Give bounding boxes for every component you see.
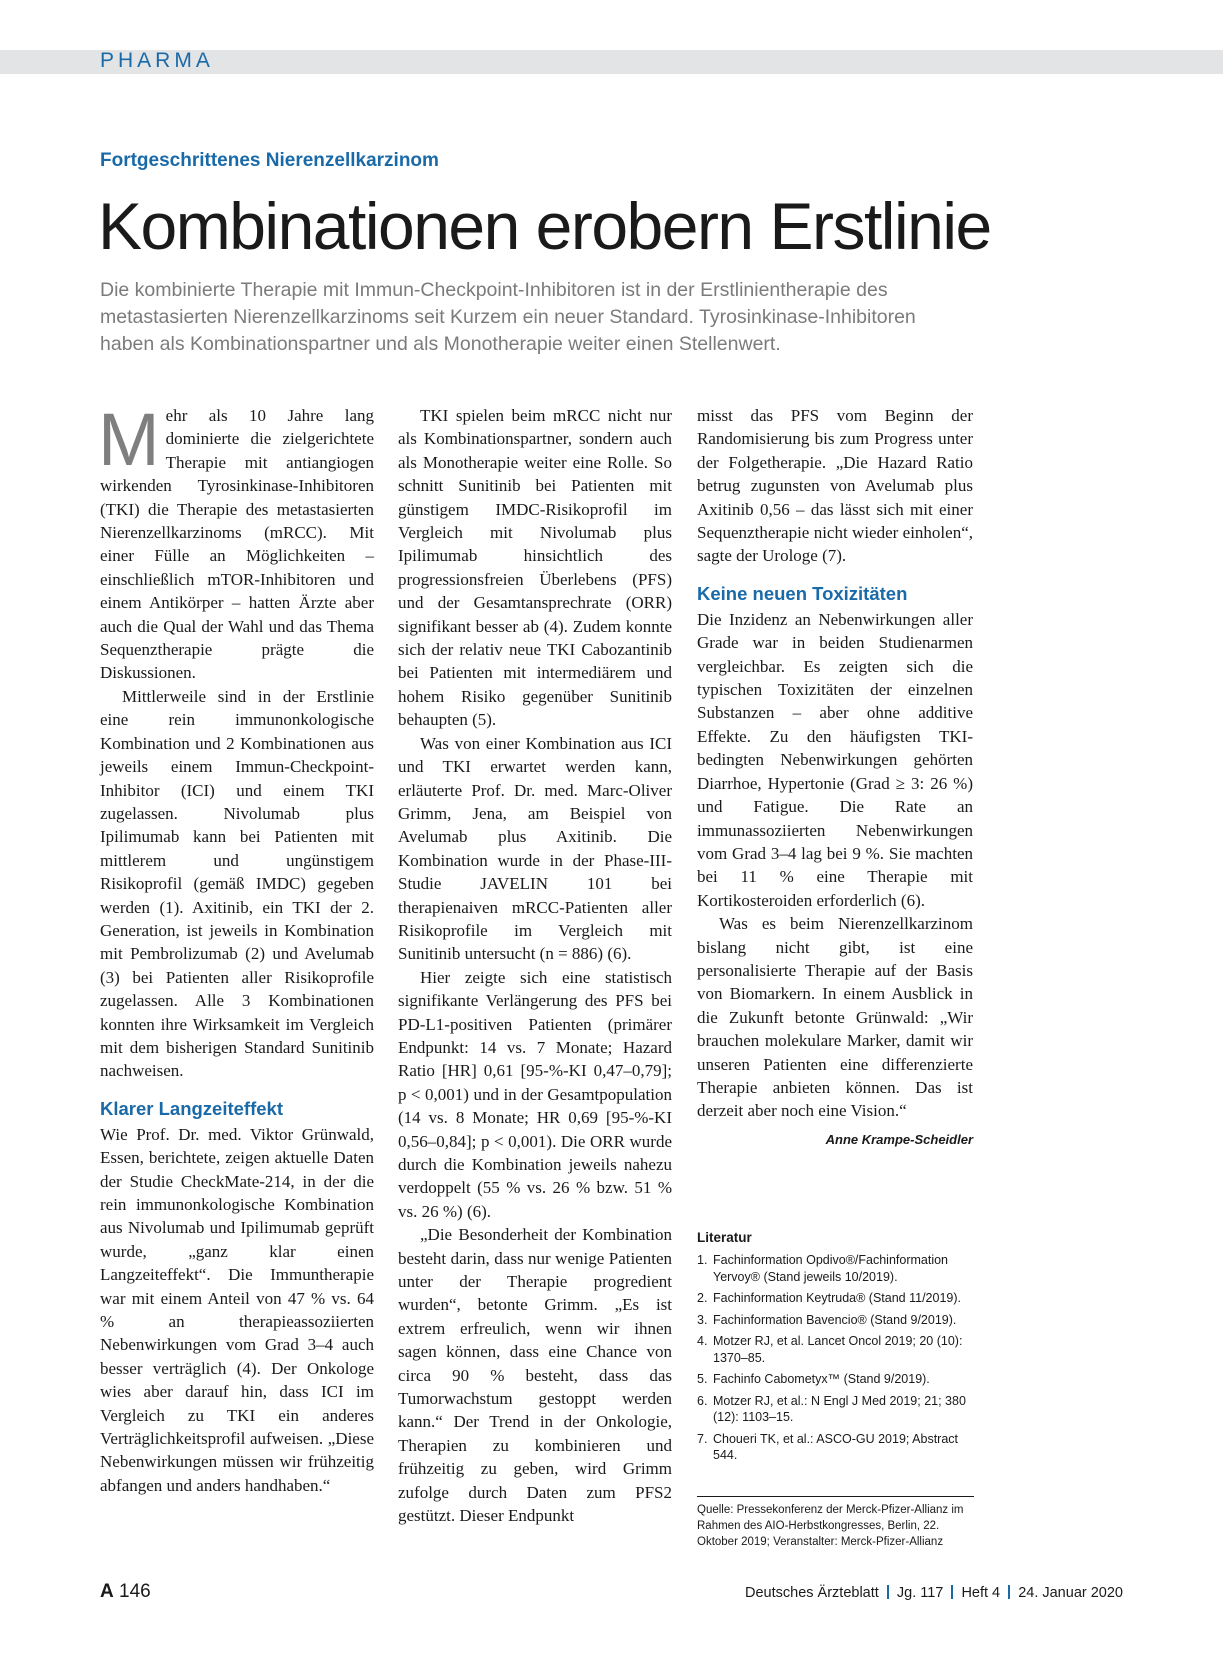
- subheading: Keine neuen Toxizitäten: [697, 582, 908, 604]
- body-paragraph: „Die Besonderheit der Kombination besteht darin, dass nur wenige Patienten unter der Therapie progredient wurden“, betonte Grimm. „Es ist extrem erfreulich, wenn wir ihnen sagen können, dass eine Chance von circa 90 % besteht, dass das Tumorwachstum gestoppt werden kann.“ Der Trend in der Onkologie, Therapien zu kombinieren und frühzeitig zu geben, wird Grimm zufolge durch Daten zum PFS2 gestützt. Dieser Endpunkt: [398, 1225, 672, 1526]
- item-number: 4.: [697, 1334, 708, 1348]
- page-number-value: 146: [119, 1581, 151, 1602]
- literature-item: [697, 1431, 977, 1464]
- journal-issue: Heft 4: [961, 1585, 1001, 1601]
- body-paragraph: Was von einer Kombination aus ICI und TKI erwartet werden kann, erläuterte Prof. Dr. med. Marc-Oliver Grimm, Jena, am Beispiel von Avelumab plus Axitinib. Die Kombination wurde in der Phase-III-Studie JAVELIN 101 bei therapienaiven mRCC-Patienten aller Risikoprofile im Vergleich mit Sunitinib untersucht (n = 886) (6).: [398, 733, 672, 964]
- section-label: PHARMA: [100, 49, 214, 72]
- item-number: 2.: [697, 1291, 708, 1305]
- literature-title: Literatur: [697, 1230, 752, 1245]
- journal-volume: Jg. 117: [896, 1585, 944, 1601]
- body-paragraph: TKI spielen beim mRCC nicht nur als Kombinationspartner, sondern auch als Monotherapie weiter eine Rolle. So schnitt Sunitinib bei Patienten mit günstigem IMDC-Risikoprofil im Vergleich mit Nivolumab plus Ipilimumab hinsichtlich des progressionsfreien Überlebens (PFS) und der Gesamtansprechrate (ORR) signifikant besser ab (4). Zudem konnte sich der relativ neue TKI Cabozantinib bei Patienten mit intermediärem und hohem Risiko gegenüber Sunitinib behaupten (5).: [398, 406, 672, 730]
- body-column-3: [697, 404, 973, 1151]
- body-paragraph: Hier zeigte sich eine statistisch signifikante Verlängerung des PFS bei PD-L1-positiven Patienten (primärer Endpunkt: 14 vs. 7 Monate; Hazard Ratio [HR] 0,61 [95-%-KI 0,47–0,79]; p < 0,001) und in der Gesamtpopulation (14 vs. 8 Monate; HR 0,69 [95-%-KI 0,56–0,84]; p < 0,001). Die ORR wurde durch die Kombination jeweils nahezu verdoppelt (55 % vs. 26 % bzw. 51 % vs. 26 %) (6).: [398, 967, 672, 1221]
- article-headline: Kombinationen erobern Erstlinie: [98, 189, 991, 263]
- body-paragraph: Die Inzidenz an Nebenwirkungen aller Grade war in beiden Studienarmen vergleichbar. Es zeigten sich die typischen Toxizitäten der einzelnen Substanzen – aber ohne additive Effekte. Zu den häufigsten TKI-bedingten Nebenwirkungen gehörten Diarrhoe, Hypertonie (Grad ≥ 3: 26 %) und Fatigue. Die Rate an immunassoziierten Nebenwirkungen vom Grad 3–4 lag bei 9 %. Sie machten bei 11 % eine Therapie mit Kortikosteroiden erforderlich (6).: [697, 609, 973, 910]
- item-text: Motzer RJ, et al.: N Engl J Med 2019; 21; 380 (12): 1103–15.: [713, 1393, 966, 1424]
- item-text: Choueri TK, et al.: ASCO-GU 2019; Abstract 544.: [713, 1431, 959, 1462]
- article-kicker: Fortgeschrittenes Nierenzellkarzinom: [100, 150, 439, 171]
- source-divider: [697, 1496, 974, 1497]
- article-lead: Die kombinierte Therapie mit Immun-Checkpoint-Inhibitoren ist in der Erstlinientherapie des metastasierten Nierenzellkarzinoms seit Kurzem ein neuer Standard. Tyrosinkinase-Inhibitoren haben als Kombinationspartner und als Monotherapie weiter einen Stellenwert.: [100, 279, 916, 355]
- item-number: 3.: [697, 1312, 708, 1327]
- literature-item: [697, 1393, 977, 1426]
- drop-cap: M: [98, 398, 160, 481]
- body-column-1: [98, 398, 374, 1497]
- item-text: Fachinfo Cabometyx™ (Stand 9/2019).: [713, 1372, 930, 1386]
- footer-separator: [951, 1585, 953, 1599]
- page-number: [100, 1581, 151, 1603]
- journal-date: 24. Januar 2020: [1018, 1585, 1123, 1601]
- literature-list: [697, 1252, 977, 1469]
- item-text: Fachinformation Keytruda® (Stand 11/2019).: [713, 1291, 962, 1305]
- journal-name: Deutsches Ärzteblatt: [745, 1585, 879, 1601]
- literature-item: [697, 1290, 977, 1307]
- item-number: 1.: [697, 1253, 708, 1267]
- literature-item: [697, 1252, 977, 1285]
- footer-separator: [1008, 1585, 1010, 1599]
- item-text: Motzer RJ, et al. Lancet Oncol 2019; 20 (10): 1370–85.: [713, 1334, 963, 1365]
- paragraph-text: Was es beim Nierenzellkarzinom bislang nicht gibt, ist eine personalisierte Therapie auf der Basis von Biomarkern. In einem Ausblick in die Zukunft betonte Grünwald: „Wir brauchen molekulare Marker, damit wir unseren Patienten eine differenzierte Therapie anbieten können. Das ist derzeit aber noch eine Vision.“: [697, 914, 973, 1121]
- page-prefix: A: [100, 1581, 114, 1602]
- body-paragraph: [98, 398, 374, 685]
- literature-item: [697, 1371, 977, 1388]
- body-paragraph: Mittlerweile sind in der Erstlinie eine rein immunonkologische Kombination und 2 Kombinationen aus jeweils einem Immun-Checkpoint-Inhibitor (ICI) und einem TKI zugelassen. Nivolumab plus Ipilimumab kann bei Patienten mit mittlerem und ungünstigem Risikoprofil (gemäß IMDC) gegeben werden (1). Axitinib, ein TKI der 2. Generation, ist jeweils in Kombination mit Pembrolizumab (2) und Avelumab (3) bei Patienten aller Risikoprofile zugelassen. Alle 3 Kombinationen konnten ihre Wirksamkeit im Vergleich mit dem bisherigen Standard Sunitinib nachweisen.: [100, 686, 374, 1081]
- subheading: Klarer Langzeiteffekt: [100, 1097, 283, 1119]
- literature-item: [697, 1312, 977, 1329]
- footer-separator: [887, 1585, 889, 1599]
- body-paragraph: misst das PFS vom Beginn der Randomisierung bis zum Progress unter der Folgetherapie. „Die Hazard Ratio betrug zugunsten von Avelumab plus Axitinib 0,56 – das lässt sich mit einer Sequenztherapie nicht wieder einholen“, sagte der Urologe (7).: [697, 406, 973, 566]
- paragraph-text: ehr als 10 Jahre lang dominierte die zielgerichtete Therapie mit antiangiogen wirkenden Tyrosinkinase-Inhibitoren (TKI) die Therapie des metastasierten Nierenzellkarzinoms (mRCC). Mit einer Fülle an Möglichkeiten – einschließlich mTOR-Inhibitoren und einem Antikörper – hatten Ärzte aber auch die Qual der Wahl und das Thema Sequenztherapie prägte die Diskussionen.: [100, 406, 374, 683]
- item-number: 5.: [697, 1372, 708, 1386]
- author-name: Anne Krampe-Scheidler: [825, 1131, 973, 1147]
- journal-footer: [745, 1585, 1123, 1601]
- body-paragraph: [697, 912, 973, 1147]
- item-text: Fachinformation Opdivo®/Fachinformation Yervoy® (Stand jeweils 10/2019).: [713, 1253, 949, 1284]
- item-number: 6.: [697, 1393, 708, 1408]
- item-number: 7.: [697, 1431, 708, 1446]
- body-paragraph: Wie Prof. Dr. med. Viktor Grünwald, Essen, berichtete, zeigen aktuelle Daten der Studie CheckMate-214, in der die rein immunonkologische Kombination aus Nivolumab und Ipilimumab geprüft wurde, „ganz klar einen Langzeiteffekt“. Die Immuntherapie war mit einem Anteil von 47 % vs. 64 % an therapieassoziierten Nebenwirkungen vom Grad 3–4 auch besser verträglich (4). Der Onkologe wies aber darauf hin, dass ICI im Vergleich zu TKI ein anderes Verträglichkeitsprofil aufweisen. „Diese Nebenwirkungen müssen wir frühzeitig abfangen und anders handhaben.“: [100, 1124, 374, 1495]
- item-text: Fachinformation Bavencio® (Stand 9/2019).: [713, 1312, 957, 1327]
- literature-item: [697, 1333, 977, 1366]
- source-note: Quelle: Pressekonferenz der Merck-Pfizer-Allianz im Rahmen des AIO-Herbstkongresses, Berlin, 22. Oktober 2019; Veranstalter: Merck-Pfizer-Allianz: [697, 1504, 964, 1548]
- body-column-2: [398, 404, 672, 1528]
